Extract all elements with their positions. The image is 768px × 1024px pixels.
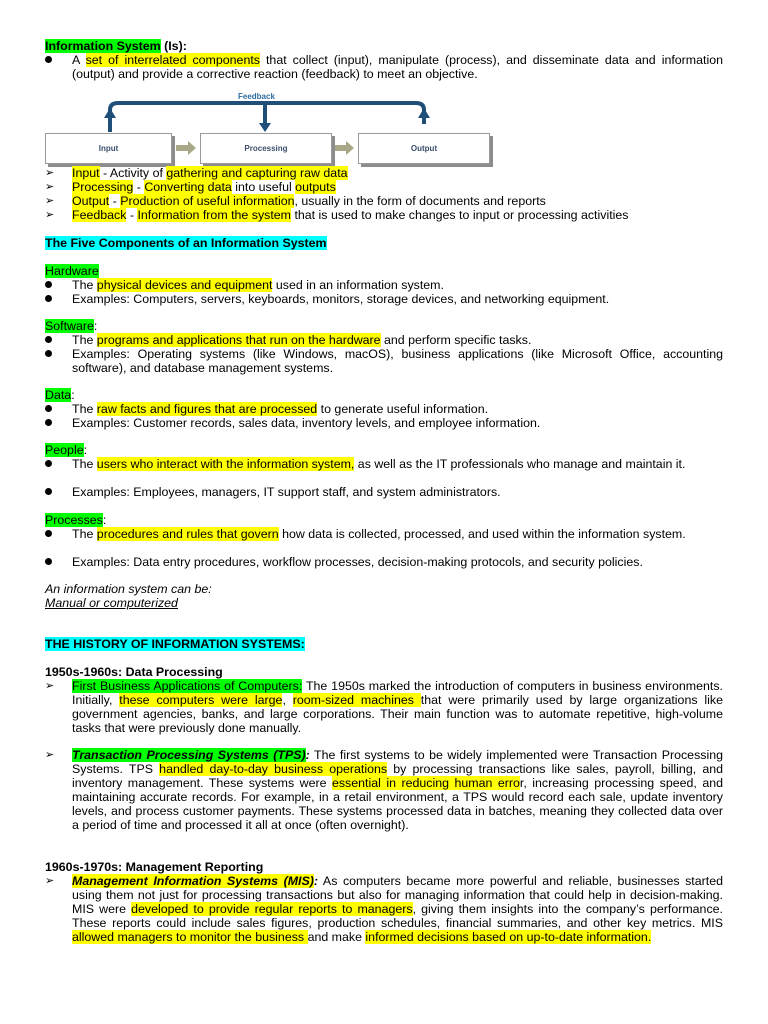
item-highlight: Management Information Systems (MIS) bbox=[72, 874, 314, 888]
item-text: The 1950s marked the introduction of computers in business environments. Initially, bbox=[72, 679, 723, 707]
item-text-3: that were primarily used by large organizations like government agencies, banks, and large corporations. Their main function was to automate repetitive, high-volume tasks that were previously done manually. bbox=[72, 693, 723, 735]
arrow-bullet-icon: ➢ bbox=[45, 181, 55, 193]
five-components-heading bbox=[45, 236, 723, 250]
item-highlight-2: developed to provide regular reports to managers bbox=[131, 902, 413, 916]
component-colon: : bbox=[83, 443, 88, 457]
item-text: As computers became more powerful and reliable, businesses started using them not just for processing transactions but also for managing information that could help in decision-making. MIS were bbox=[72, 874, 723, 916]
def-suffix: and perform specific tasks. bbox=[380, 333, 532, 347]
bullet-icon bbox=[45, 347, 65, 361]
examples-text: Examples: Data entry procedures, workflow processes, decision-making protocols, and security policies. bbox=[72, 555, 643, 569]
bullet-icon bbox=[45, 402, 65, 416]
ipo-sep: - bbox=[109, 194, 121, 208]
def-highlight: users who interact with the information system, bbox=[96, 457, 355, 471]
manual-computerized-text: Manual or computerized bbox=[45, 596, 178, 610]
def-a: A bbox=[72, 53, 86, 67]
bullet-icon bbox=[45, 485, 65, 499]
bullet-icon bbox=[45, 278, 65, 292]
def-prefix: The bbox=[72, 278, 97, 292]
examples-text: Examples: Computers, servers, keyboards, monitors, storage devices, and networking equipment. bbox=[72, 292, 610, 306]
item-highlight: Transaction Processing Systems (TPS) bbox=[72, 748, 306, 762]
ipo-highlight: Production of useful information bbox=[120, 194, 295, 208]
component-heading bbox=[45, 513, 723, 527]
def-prefix: The bbox=[72, 333, 97, 347]
component-colon: : bbox=[93, 319, 98, 333]
era-heading: 1950s-1960s: Data Processing bbox=[45, 665, 223, 679]
item-highlight-2: handled day-to-day business operations bbox=[159, 762, 388, 776]
item-text-2: by processing transactions like sales, payroll, billing, and inventory management. These systems were bbox=[72, 762, 724, 790]
ipo-term: Processing bbox=[72, 180, 134, 194]
item-text-3: and make bbox=[307, 930, 366, 944]
item-highlight-4: informed decisions based on up-to-date information. bbox=[365, 930, 652, 944]
bullet-icon bbox=[45, 333, 65, 347]
def-suffix: used in an information system. bbox=[272, 278, 444, 292]
bullet-icon bbox=[45, 527, 65, 541]
bullet-icon bbox=[45, 457, 65, 471]
ipo-highlight: Information from the system bbox=[137, 208, 291, 222]
item-colon: : bbox=[305, 748, 310, 762]
item-colon: : bbox=[313, 874, 319, 888]
feedback-label: Feedback bbox=[238, 92, 275, 101]
item-text: The first systems to be widely implemented were Transaction Processing Systems. TPS bbox=[72, 748, 723, 776]
ipo-term: Input bbox=[72, 166, 100, 180]
component-colon: : bbox=[102, 513, 107, 527]
def-highlight: procedures and rules that govern bbox=[96, 527, 279, 541]
component-name: Software bbox=[45, 319, 94, 333]
ipo-term: Output bbox=[72, 194, 110, 208]
component-name: People bbox=[45, 443, 84, 457]
output-arrow-head bbox=[418, 108, 430, 118]
component-colon: : bbox=[71, 388, 75, 402]
can-be-text: An information system can be: bbox=[45, 582, 212, 596]
def-highlight: set of interrelated components bbox=[85, 53, 260, 67]
def-prefix: The bbox=[72, 527, 97, 541]
output-box: Output bbox=[358, 133, 490, 164]
item-text-3: r, increasing processing speed, and maintaining accurate records. For example, in a retail environment, a TPS would record each sale, update inventory levels, and process customer payments. These systems processed data in batches, meaning they collected data over a period of time and processed it all at once (often overnight). bbox=[72, 776, 723, 832]
def-prefix: The bbox=[72, 457, 97, 471]
title-suffix: (Is): bbox=[160, 39, 187, 53]
item-text-2: , bbox=[282, 693, 293, 707]
component-name: Processes bbox=[45, 513, 103, 527]
item-highlight: First Business Applications of Computers: bbox=[72, 679, 303, 693]
ipo-highlight: gathering and capturing raw data bbox=[166, 166, 348, 180]
history-heading-text: THE HISTORY OF INFORMATION SYSTEMS: bbox=[45, 637, 305, 651]
bullet-icon bbox=[45, 555, 65, 569]
ipo-rest: into useful bbox=[231, 180, 296, 194]
arrow-bullet-icon: ➢ bbox=[45, 749, 55, 761]
input-to-processing-arrow bbox=[176, 141, 196, 155]
component-heading bbox=[45, 443, 723, 457]
def-highlight: raw facts and figures that are processed bbox=[96, 402, 318, 416]
era-heading: 1960s-1970s: Management Reporting bbox=[45, 860, 264, 874]
def-rest: that collect (input), manipulate (process), and disseminate data and information (output) and provide a corrective reaction (feedback) to meet an objective. bbox=[72, 53, 723, 81]
bullet-icon bbox=[45, 292, 65, 306]
bullet-icon bbox=[45, 416, 65, 430]
component-heading bbox=[45, 388, 723, 402]
processing-arrow-head bbox=[259, 123, 271, 132]
ipo-rest: that is used to make changes to input or processing activities bbox=[291, 208, 629, 222]
ipo-rest: , usually in the form of documents and reports bbox=[294, 194, 546, 208]
def-highlight: programs and applications that run on the hardware bbox=[96, 333, 381, 347]
def-prefix: The bbox=[72, 402, 97, 416]
def-suffix: how data is collected, processed, and used within the information system. bbox=[278, 527, 686, 541]
processing-box: Processing bbox=[200, 133, 332, 164]
ipo-term: Feedback bbox=[72, 208, 127, 222]
five-heading-text: The Five Components of an Information System bbox=[45, 236, 327, 250]
item-highlight-2: these computers were large bbox=[119, 693, 283, 707]
arrow-bullet-icon: ➢ bbox=[45, 209, 55, 221]
arrow-bullet-icon: ➢ bbox=[45, 680, 55, 692]
history-heading bbox=[45, 637, 723, 651]
arrow-bullet-icon: ➢ bbox=[45, 875, 55, 887]
title-highlight: Information System bbox=[45, 39, 161, 53]
ipo-sep: - bbox=[133, 180, 145, 194]
ipo-highlight: Converting data bbox=[144, 180, 232, 194]
examples-text: Examples: Customer records, sales data, inventory levels, and employee information. bbox=[72, 416, 541, 430]
ipo-sep: - bbox=[126, 208, 138, 222]
arrow-bullet-icon: ➢ bbox=[45, 167, 55, 179]
def-highlight: physical devices and equipment bbox=[96, 278, 273, 292]
examples-text: Examples: Operating systems (like Windows, macOS), business applications (like Microsoft Office, accounting software), and database management systems. bbox=[72, 347, 723, 375]
component-name: Hardware bbox=[45, 264, 99, 278]
ipo-highlight-2: outputs bbox=[295, 180, 336, 194]
component-name: Data bbox=[45, 388, 72, 402]
item-highlight-3: allowed managers to monitor the business bbox=[72, 930, 308, 944]
component-heading bbox=[45, 264, 723, 278]
item-highlight-3: room-sized machines bbox=[292, 693, 421, 707]
processing-to-output-arrow bbox=[334, 141, 354, 155]
arrow-bullet-icon: ➢ bbox=[45, 195, 55, 207]
item-highlight-3: essential in reducing human erro bbox=[331, 776, 520, 790]
examples-text: Examples: Employees, managers, IT support staff, and system administrators. bbox=[72, 485, 501, 499]
item-text-2: , giving them insights into the company’s performance. These reports could include sales figures, production schedules, financial summaries, and other key metrics. MIS bbox=[72, 902, 723, 930]
feedback-arrow-head bbox=[104, 108, 116, 118]
def-suffix: as well as the IT professionals who manage and maintain it. bbox=[354, 457, 686, 471]
ipo-sep: - Activity of bbox=[99, 166, 167, 180]
input-box: Input bbox=[45, 133, 172, 164]
component-heading bbox=[45, 319, 723, 333]
def-suffix: to generate useful information. bbox=[317, 402, 489, 416]
